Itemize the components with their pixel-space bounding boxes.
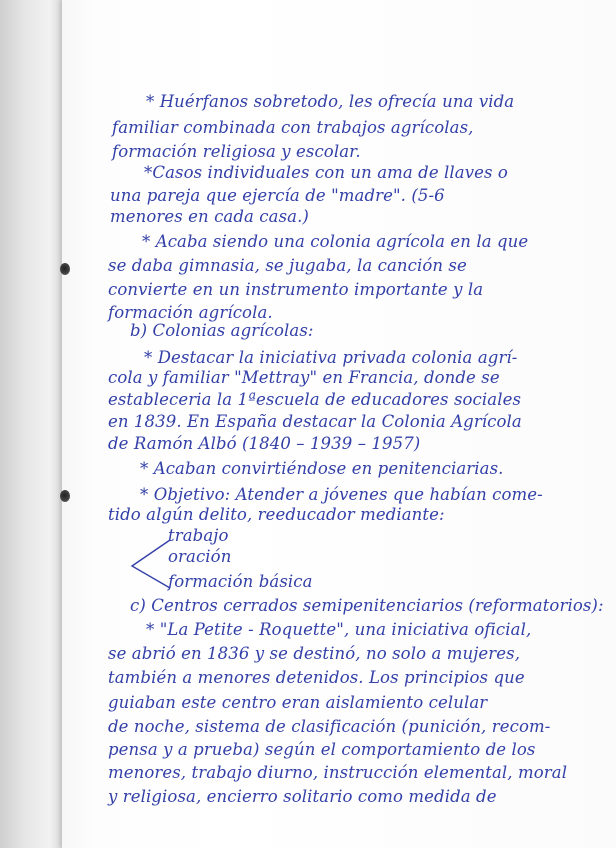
note-line: * Acaban convirtiéndose en penitenciarias. (140, 459, 504, 478)
note-line: se daba gimnasia, se jugaba, la canción se (108, 256, 467, 275)
note-line: de noche, sistema de clasificación (punición, recom- (108, 717, 551, 736)
note-line: pensa y a prueba) según el comportamiento de los (108, 740, 536, 759)
note-line: y religiosa, encierro solitario como medida de (108, 787, 497, 806)
note-line: en 1839. En España destacar la Colonia Agrícola (108, 412, 522, 431)
note-line: formación religiosa y escolar. (112, 142, 361, 161)
list-item: oración (168, 547, 232, 566)
note-line: menores en cada casa.) (110, 207, 309, 226)
note-line: se abrió en 1836 y se destinó, no solo a mujeres, (108, 644, 521, 663)
note-line: *Casos individuales con un ama de llaves o (144, 163, 508, 182)
note-line: * "La Petite - Roquette", una iniciativa oficial, (146, 620, 532, 639)
note-line: también a menores detenidos. Los principios que (108, 668, 525, 687)
note-line: guiaban este centro eran aislamiento celular (108, 693, 488, 712)
list-item: trabajo (168, 526, 229, 545)
note-line: familiar combinada con trabajos agrícolas, (112, 118, 474, 137)
list-item: formación básica (168, 572, 313, 591)
note-line: * Objetivo: Atender a jóvenes que habían come- (140, 485, 543, 504)
note-line: formación agrícola. (108, 303, 273, 322)
note-line: tido algún delito, reeducador mediante: (108, 505, 445, 524)
note-line: estableceria la 1ªescuela de educadores sociales (108, 390, 522, 409)
section-heading: b) Colonias agrícolas: (130, 321, 314, 340)
note-line: cola y familiar "Mettray" en Francia, donde se (108, 368, 500, 387)
note-line: menores, trabajo diurno, instrucción elemental, moral (108, 763, 568, 782)
note-line: * Destacar la iniciativa privada colonia agrí- (144, 348, 518, 367)
note-line: * Acaba siendo una colonia agrícola en la que (142, 232, 529, 251)
note-line: una pareja que ejercía de "madre". (5-6 (110, 186, 445, 205)
section-heading: c) Centros cerrados semipenitenciarios (reformatorios): (130, 596, 604, 615)
note-line: convierte en un instrumento importante y la (108, 280, 484, 299)
note-line: de Ramón Albó (1840 – 1939 – 1957) (108, 434, 421, 453)
note-line: * Huérfanos sobretodo, les ofrecía una vida (146, 92, 515, 111)
